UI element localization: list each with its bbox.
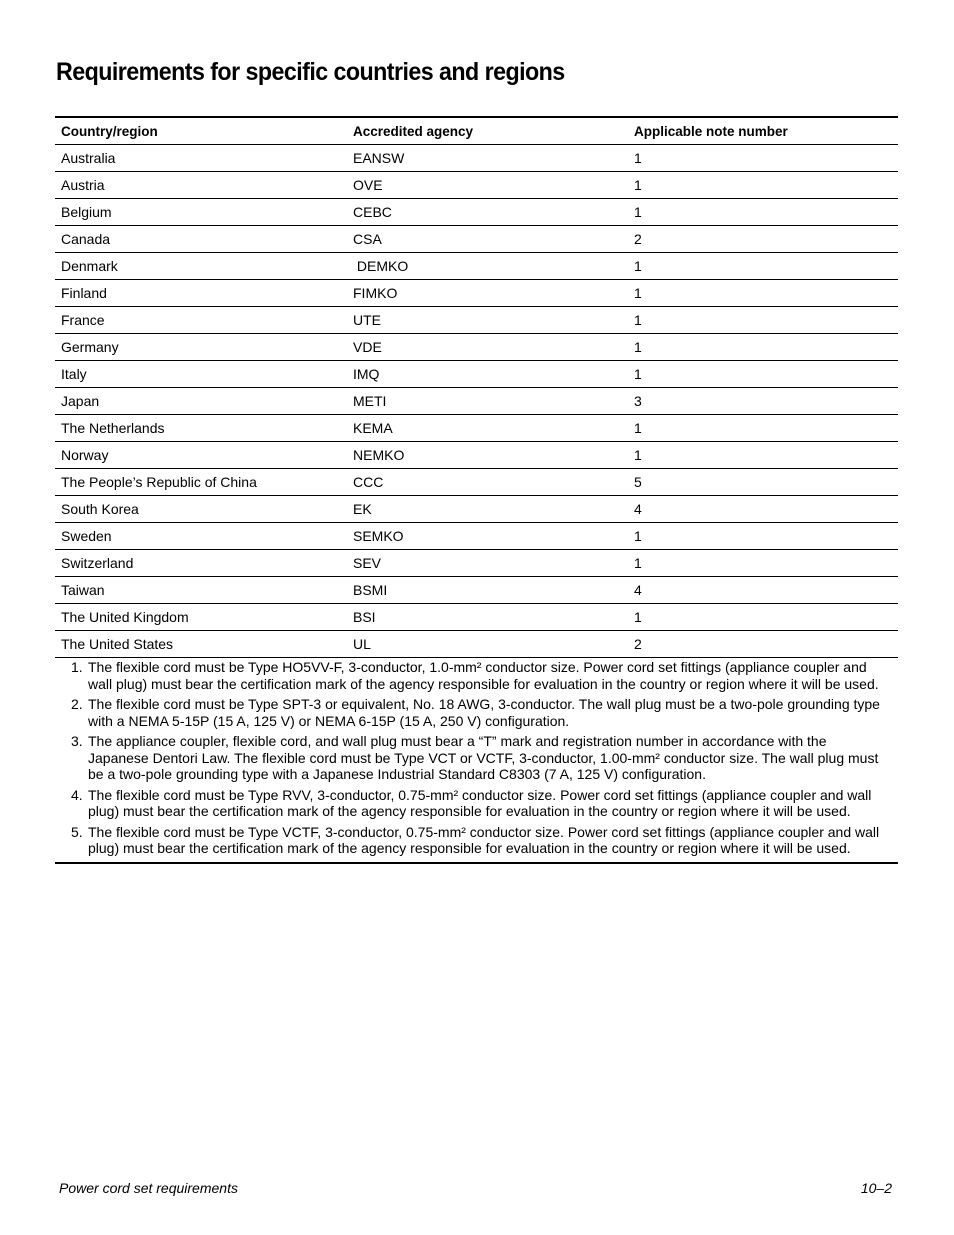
table-row (55, 172, 898, 199)
cell-agency: EANSW (347, 145, 628, 172)
cell-country: Denmark (55, 253, 347, 280)
cell-agency: CSA (347, 226, 628, 253)
cell-country: The People’s Republic of China (55, 469, 347, 496)
note-text: The flexible cord must be Type RVV, 3-conductor, 0.75-mm² conductor size. Power cord set fittings (appliance coupler and wall plug) must bear the certification mark of the agency responsible for evaluation in the country or region where it will be used. (88, 786, 872, 819)
table-row (55, 496, 898, 523)
table-row (55, 280, 898, 307)
note-item (55, 787, 898, 820)
cell-country: France (55, 307, 347, 334)
cell-agency: DEMKO (347, 253, 628, 280)
cell-note-number: 1 (628, 334, 898, 361)
note-number: 5. (71, 823, 83, 840)
cell-note-number: 1 (628, 145, 898, 172)
cell-agency: IMQ (347, 361, 628, 388)
table-row (55, 442, 898, 469)
table-row (55, 469, 898, 496)
cell-agency: SEMKO (347, 523, 628, 550)
table-row (55, 388, 898, 415)
cell-note-number: 1 (628, 442, 898, 469)
cell-note-number: 1 (628, 307, 898, 334)
table-row (55, 577, 898, 604)
cell-agency: CCC (347, 469, 628, 496)
cell-country: Taiwan (55, 577, 347, 604)
note-text: The flexible cord must be Type VCTF, 3-conductor, 0.75-mm² conductor size. Power cord set fittings (appliance coupler and wall plug) must bear the certification mark of the agency responsible for evaluation in the country or region where it will be used. (88, 823, 880, 856)
cell-agency: FIMKO (347, 280, 628, 307)
note-item (55, 659, 898, 692)
cell-agency: EK (347, 496, 628, 523)
table-row (55, 253, 898, 280)
cell-country: Belgium (55, 199, 347, 226)
cell-country: Germany (55, 334, 347, 361)
cell-agency: KEMA (347, 415, 628, 442)
requirements-table-block (55, 116, 898, 864)
cell-agency: UL (347, 631, 628, 658)
cell-country: Switzerland (55, 550, 347, 577)
cell-country: Japan (55, 388, 347, 415)
note-number: 2. (71, 696, 83, 712)
table-row (55, 145, 898, 172)
cell-agency: VDE (347, 334, 628, 361)
cell-note-number: 1 (628, 550, 898, 577)
cell-country: Austria (55, 172, 347, 199)
table-row (55, 415, 898, 442)
cell-country: The United Kingdom (55, 604, 347, 631)
cell-agency: CEBC (347, 199, 628, 226)
table-row (55, 361, 898, 388)
cell-country: The United States (55, 631, 347, 658)
cell-note-number: 2 (628, 631, 898, 658)
cell-note-number: 1 (628, 199, 898, 226)
cell-note-number: 1 (628, 253, 898, 280)
footer-page-number: 10–2 (860, 1180, 892, 1196)
note-number: 4. (71, 786, 83, 803)
cell-agency: METI (347, 388, 628, 415)
table-row (55, 523, 898, 550)
cell-country: Canada (55, 226, 347, 253)
cell-note-number: 5 (628, 469, 898, 496)
table-row (55, 550, 898, 577)
cell-agency: UTE (347, 307, 628, 334)
cell-note-number: 4 (628, 577, 898, 604)
note-text: The flexible cord must be Type SPT-3 or equivalent, No. 18 AWG, 3-conductor. The wall plug must be a two-pole grounding type with a NEMA 5-15P (15 A, 125 V) or NEMA 6-15P (15 A, 250 V) configuration. (88, 696, 880, 729)
footer-section-title: Power cord set requirements (59, 1180, 238, 1196)
note-item (55, 824, 898, 857)
requirements-table (55, 118, 898, 658)
table-row (55, 199, 898, 226)
cell-note-number: 1 (628, 172, 898, 199)
cell-country: The Netherlands (55, 415, 347, 442)
table-row (55, 226, 898, 253)
cell-note-number: 4 (628, 496, 898, 523)
cell-country: Australia (55, 145, 347, 172)
cell-agency: SEV (347, 550, 628, 577)
cell-note-number: 3 (628, 388, 898, 415)
cell-agency: OVE (347, 172, 628, 199)
cell-country: Italy (55, 361, 347, 388)
table-row (55, 307, 898, 334)
cell-country: Sweden (55, 523, 347, 550)
cell-note-number: 1 (628, 415, 898, 442)
note-number: 1. (71, 659, 83, 675)
note-item (55, 696, 898, 729)
table-row (55, 631, 898, 658)
cell-note-number: 2 (628, 226, 898, 253)
cell-country: Norway (55, 442, 347, 469)
cell-agency: BSMI (347, 577, 628, 604)
note-number: 3. (71, 733, 83, 749)
cell-country: South Korea (55, 496, 347, 523)
cell-agency: BSI (347, 604, 628, 631)
cell-agency: NEMKO (347, 442, 628, 469)
note-item (55, 733, 898, 783)
column-header-agency: Accredited agency (347, 118, 628, 145)
cell-note-number: 1 (628, 361, 898, 388)
column-header-note-number: Applicable note number (628, 118, 898, 145)
note-text: The flexible cord must be Type HO5VV-F, 3-conductor, 1.0-mm² conductor size. Power cord set fittings (appliance coupler and wall plug) must bear the certification mark of the agency responsible for evaluation in the country or region where it will be used. (88, 659, 879, 692)
note-text: The appliance coupler, flexible cord, and wall plug must bear a “T” mark and registration number in accordance with the Japanese Dentori Law. The flexible cord must be Type VCT or VCTF, 3-conductor, 1.00-mm² conductor size. The wall plug must be a two-pole grounding type with a Japanese Industrial Standard C8303 (7 A, 125 V) configuration. (88, 733, 879, 782)
table-body (55, 145, 898, 658)
cell-country: Finland (55, 280, 347, 307)
cell-note-number: 1 (628, 523, 898, 550)
page-title: Requirements for specific countries and regions (56, 58, 565, 86)
column-header-country: Country/region (55, 118, 347, 145)
table-header-row (55, 118, 898, 145)
table-row (55, 334, 898, 361)
table-row (55, 604, 898, 631)
notes-list (55, 658, 898, 862)
cell-note-number: 1 (628, 604, 898, 631)
cell-note-number: 1 (628, 280, 898, 307)
